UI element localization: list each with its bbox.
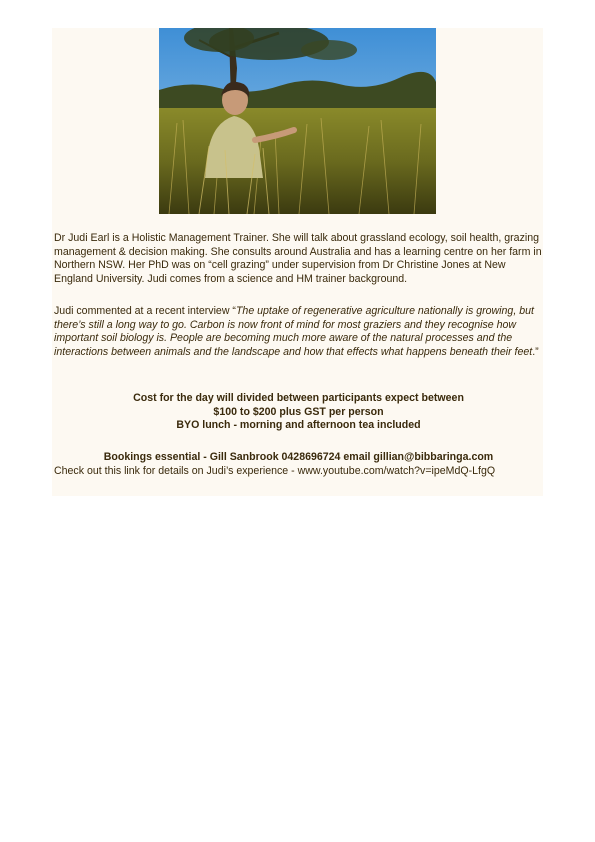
youtube-link-line[interactable]: Check out this link for details on Judi’s experience - www.youtube.com/watch?v=ipeMdQ-LfgQ <box>54 465 496 477</box>
interview-paragraph <box>54 305 543 360</box>
cost-line-2: $100 to $200 plus GST per person <box>213 405 384 418</box>
speaker-photo <box>159 28 436 214</box>
cost-line-1: Cost for the day will divided between participants expect between <box>133 392 464 404</box>
cost-details <box>54 392 543 433</box>
interview-intro: Judi commented at a recent interview “ <box>54 305 236 317</box>
bookings-line: Bookings essential - Gill Sanbrook 0428696724 email gillian@bibbaringa.com <box>103 451 494 463</box>
interview-outro: .” <box>532 346 539 359</box>
bio-paragraph: Dr Judi Earl is a Holistic Management Trainer. She will talk about grassland ecology, soil health, grazing management & decision making. She consults around Australia and has a learning centre on her farm in Northern NSW. Her PhD was on “cell grazing” under supervision from Dr Christine Jones at New England University. Judi comes from a science and HM trainer background. <box>54 232 542 286</box>
interview-quote: The uptake of regenerative agriculture nationally is growing, but there’s still a long way to go. Carbon is now front of mind for most graziers and they recognise how important soil biology is. People are becoming much more aware of the natural processes and the interactions between animals and the landscape and how that effects what happens beneath their feet <box>54 305 534 359</box>
cost-line-3: BYO lunch - morning and afternoon tea included <box>176 419 421 432</box>
